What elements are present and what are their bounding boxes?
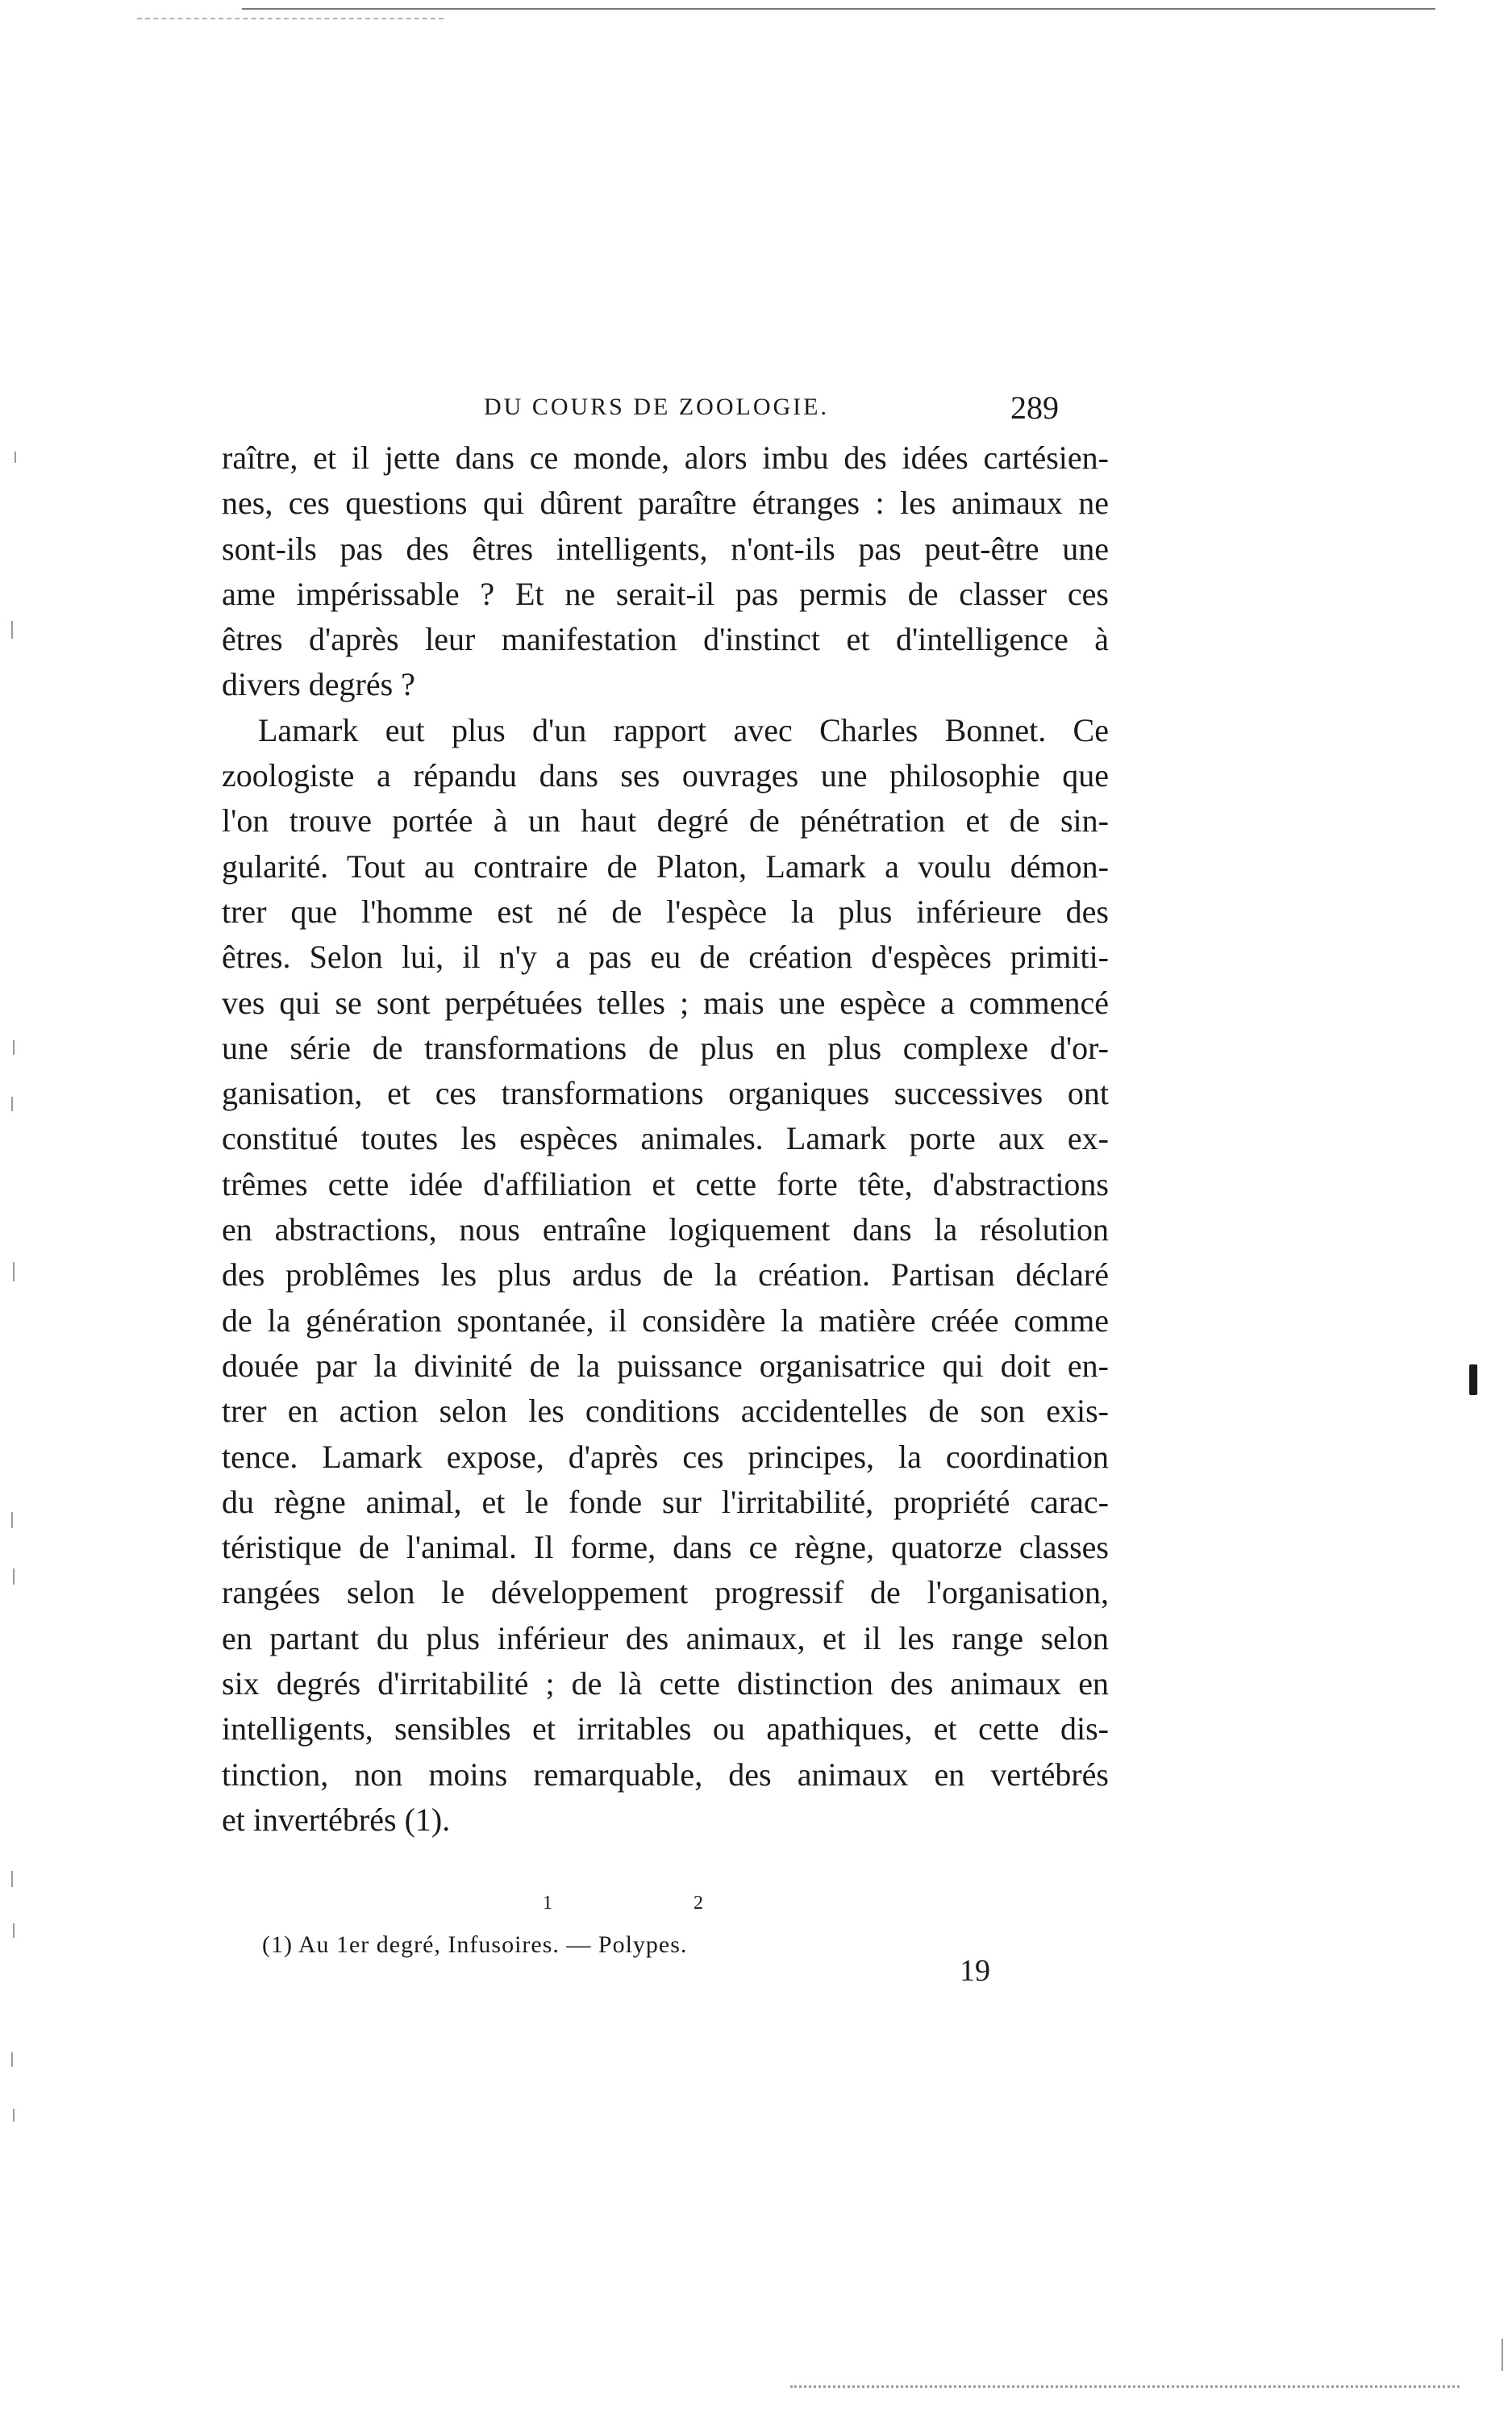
body-line: ganisation, et ces transformations organiques successives ont [222,1075,1109,1112]
signature-mark: 19 [960,1954,990,1988]
body-line: sont-ils pas des êtres intelligents, n'ont-ils pas peut-être une [222,530,1109,567]
body-line: trer que l'homme est né de l'espèce la plus inférieure des [222,893,1109,930]
body-line: une série de transformations de plus en plus complexe d'or- [222,1029,1109,1066]
body-line: êtres d'après leur manifestation d'instinct et d'intelligence à [222,621,1109,658]
body-line: raître, et il jette dans ce monde, alors imbu des idées cartésien- [222,439,1109,476]
margin-artifact [1469,1364,1477,1395]
margin-artifact [11,1512,13,1528]
margin-artifact [13,1040,15,1055]
margin-artifact [13,2109,15,2122]
margin-artifact [11,2052,13,2067]
body-line: téristique de l'animal. Il forme, dans ce règne, quatorze classes [222,1529,1109,1566]
body-line: six degrés d'irritabilité ; de là cette distinction des animaux en [222,1665,1109,1702]
footnote-marker: 1 [543,1893,552,1914]
body-line: Lamark eut plus d'un rapport avec Charles Bonnet. Ce [258,711,1109,748]
body-line: des problêmes les plus ardus de la création. Partisan déclaré [222,1256,1109,1293]
running-head: DU COURS DE ZOOLOGIE. [484,394,829,420]
body-line: en abstractions, nous entraîne logiquement dans la résolution [222,1211,1109,1248]
margin-artifact [11,1871,13,1887]
margin-artifact [15,452,16,463]
body-line: rangées selon le développement progressif de l'organisation, [222,1574,1109,1611]
margin-artifact [11,621,13,639]
body-line: tinction, non moins remarquable, des animaux en vertébrés [222,1756,1109,1793]
body-line: et invertébrés (1). [222,1801,451,1838]
page-number: 289 [1010,389,1059,426]
margin-artifact [1502,2339,1503,2371]
body-line: l'on trouve portée à un haut degré de pénétration et de sin- [222,802,1109,839]
body-line: êtres. Selon lui, il n'y a pas eu de création d'espèces primiti- [222,939,1109,976]
margin-artifact [13,1262,15,1281]
body-line: trêmes cette idée d'affiliation et cette forte tête, d'abstractions [222,1165,1109,1202]
body-line: zoologiste a répandu dans ses ouvrages une philosophie que [222,757,1109,794]
margin-artifact [13,1568,15,1585]
body-line: intelligents, sensibles et irritables ou apathiques, et cette dis- [222,1710,1109,1747]
body-line: douée par la divinité de la puissance organisatrice qui doit en- [222,1347,1109,1384]
body-line: divers degrés ? [222,666,415,703]
body-line: gularité. Tout au contraire de Platon, Lamark a voulu démon- [222,848,1109,885]
top-edge-dashes [137,18,444,19]
body-line: en partant du plus inférieur des animaux, et il les range selon [222,1619,1109,1656]
body-line: tence. Lamark expose, d'après ces principes, la coordination [222,1438,1109,1475]
bottom-edge-dots [790,2385,1460,2388]
margin-artifact [11,1097,13,1111]
footnote-marker: 2 [694,1893,703,1914]
body-line: de la génération spontanée, il considère la matière créée comme [222,1302,1109,1339]
body-line: constitué toutes les espèces animales. Lamark porte aux ex- [222,1120,1109,1157]
body-line: ves qui se sont perpétuées telles ; mais une espèce a commencé [222,984,1109,1021]
top-edge-rule [242,8,1435,10]
body-line: du règne animal, et le fonde sur l'irritabilité, propriété carac- [222,1483,1109,1520]
footnote: (1) Au 1er degré, Infusoires. — Polypes. [262,1931,688,1958]
body-line: trer en action selon les conditions accidentelles de son exis- [222,1393,1109,1430]
body-line: ame impérissable ? Et ne serait-il pas permis de classer ces [222,575,1109,612]
body-line: nes, ces questions qui dûrent paraître étranges : les animaux ne [222,485,1109,522]
margin-artifact [13,1923,15,1938]
body-text [222,435,1109,1843]
